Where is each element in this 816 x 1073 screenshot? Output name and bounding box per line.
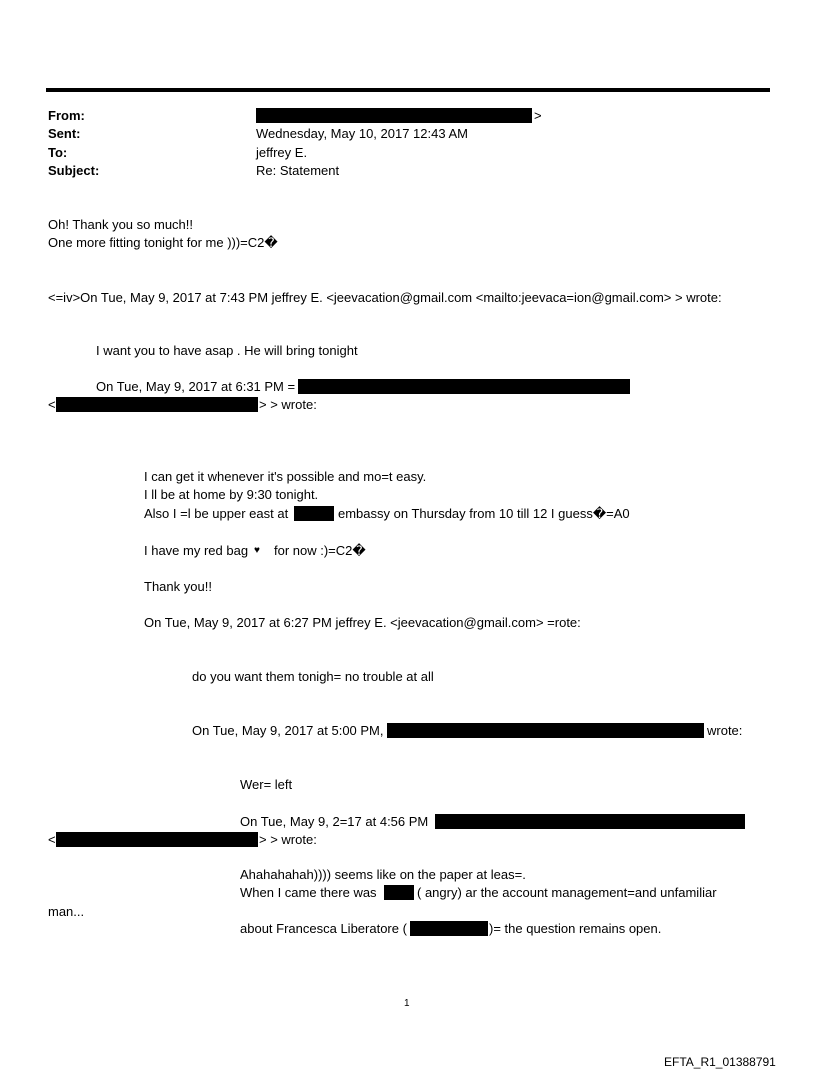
quote4-header: On Tue, May 9, 2017 at 5:00 PM, bbox=[192, 723, 384, 738]
redacted-block bbox=[298, 379, 630, 394]
quote1-text: I want you to have asap . He will bring tonight bbox=[96, 343, 358, 358]
quote2-header: On Tue, May 9, 2017 at 6:31 PM = bbox=[96, 379, 296, 394]
q2-line-5: Thank you!! bbox=[144, 579, 212, 594]
heart-icon: ♥ bbox=[254, 545, 260, 556]
q5-line-2b: ( angry) ar the account management=and unfamiliar bbox=[417, 885, 717, 900]
subject-value: Re: Statement bbox=[256, 163, 340, 178]
redacted-block bbox=[410, 921, 488, 936]
quote1-header: <=iv>On Tue, May 9, 2017 at 7:43 PM jeffrey E. <jeevacation@gmail.com <mailto:jeevaca=ion@gmail.com> > wrote: bbox=[48, 290, 722, 305]
quote2-lt: < bbox=[48, 397, 56, 412]
subject-label: Subject: bbox=[48, 163, 100, 178]
q2-line-3b: embassy on Thursday from 10 till 12 I guess�=A0 bbox=[338, 506, 630, 521]
q2-line-4b: for now :)=C2� bbox=[274, 543, 366, 558]
header-rule bbox=[46, 88, 770, 92]
quote5-wrote: > > wrote: bbox=[259, 832, 317, 847]
q3-line-1: do you want them tonigh= no trouble at all bbox=[192, 669, 434, 684]
sent-label: Sent: bbox=[48, 126, 81, 141]
redacted-block bbox=[56, 397, 258, 412]
q5-line-4b: )= the question remains open. bbox=[489, 921, 662, 936]
quote5-lt: < bbox=[48, 832, 56, 847]
quote4-wrote: wrote: bbox=[707, 723, 743, 738]
sent-value: Wednesday, May 10, 2017 12:43 AM bbox=[256, 126, 468, 141]
q2-line-3a: Also I =l be upper east at bbox=[144, 506, 289, 521]
q5-line-1: Ahahahahah)))) seems like on the paper at leas=. bbox=[240, 867, 526, 882]
body-line-1: Oh! Thank you so much!! bbox=[48, 217, 193, 232]
quote5-header: On Tue, May 9, 2=17 at 4:56 PM bbox=[240, 814, 429, 829]
to-label: To: bbox=[48, 145, 68, 160]
quote2-wrote: > > wrote: bbox=[259, 397, 317, 412]
redacted-block bbox=[435, 814, 745, 829]
q2-line-1: I can get it whenever it's possible and mo=t easy. bbox=[144, 469, 427, 484]
q5-line-4a: about Francesca Liberatore ( bbox=[240, 921, 407, 936]
body-line-2: One more fitting tonight for me )))=C2� bbox=[48, 235, 278, 250]
quote3-header: On Tue, May 9, 2017 at 6:27 PM jeffrey E. <jeevacation@gmail.com> =rote: bbox=[144, 615, 581, 630]
redacted-block bbox=[256, 108, 532, 123]
q2-line-4a: I have my red bag bbox=[144, 543, 249, 558]
page-number: 1 bbox=[404, 998, 410, 1009]
from-suffix: > bbox=[534, 108, 542, 123]
redacted-block bbox=[384, 885, 414, 900]
redacted-block bbox=[56, 832, 258, 847]
q5-line-2a: When I came there was bbox=[240, 885, 377, 900]
to-value: jeffrey E. bbox=[256, 145, 308, 160]
redacted-block bbox=[387, 723, 704, 738]
q5-line-3: man... bbox=[48, 904, 85, 919]
document-id: EFTA_R1_01388791 bbox=[664, 1055, 776, 1069]
redacted-block bbox=[294, 506, 334, 521]
from-label: From: bbox=[48, 108, 85, 123]
q2-line-2: I ll be at home by 9:30 tonight. bbox=[144, 487, 319, 502]
q4-line-1: Wer= left bbox=[240, 777, 293, 792]
